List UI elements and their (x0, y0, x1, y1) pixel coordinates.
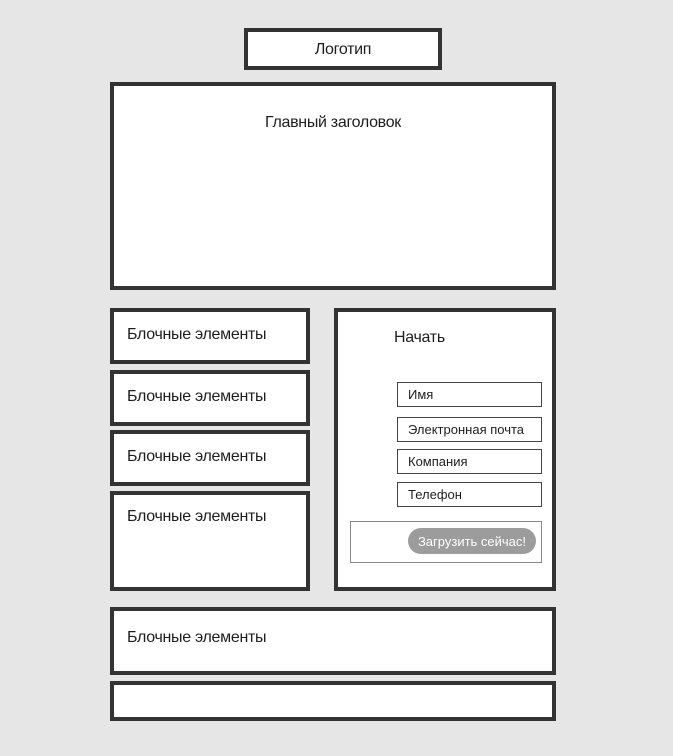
submit-area (350, 521, 542, 563)
logo-box (244, 28, 442, 70)
signup-form (334, 308, 556, 591)
block-element-wide (110, 607, 556, 675)
block-element-3 (110, 430, 310, 486)
name-field[interactable]: Имя (397, 382, 542, 407)
logo-label: Логотип (314, 41, 372, 58)
block-element-4 (110, 491, 310, 591)
block-element-label: Блочные элементы (127, 508, 267, 525)
block-element-1 (110, 308, 310, 364)
footer-box (110, 681, 556, 721)
form-title: Начать (394, 329, 445, 346)
email-field[interactable]: Электронная почта (397, 417, 542, 442)
block-element-2 (110, 370, 310, 426)
hero-section (110, 82, 556, 290)
block-element-label: Блочные элементы (127, 326, 267, 343)
company-field[interactable]: Компания (397, 449, 542, 474)
block-element-label: Блочные элементы (127, 388, 267, 405)
phone-field[interactable]: Телефон (397, 482, 542, 507)
block-element-label: Блочные элементы (127, 629, 267, 646)
main-heading: Главный заголовок (264, 114, 402, 131)
block-element-label: Блочные элементы (127, 448, 267, 465)
download-now-button[interactable]: Загрузить сейчас! (408, 528, 536, 554)
